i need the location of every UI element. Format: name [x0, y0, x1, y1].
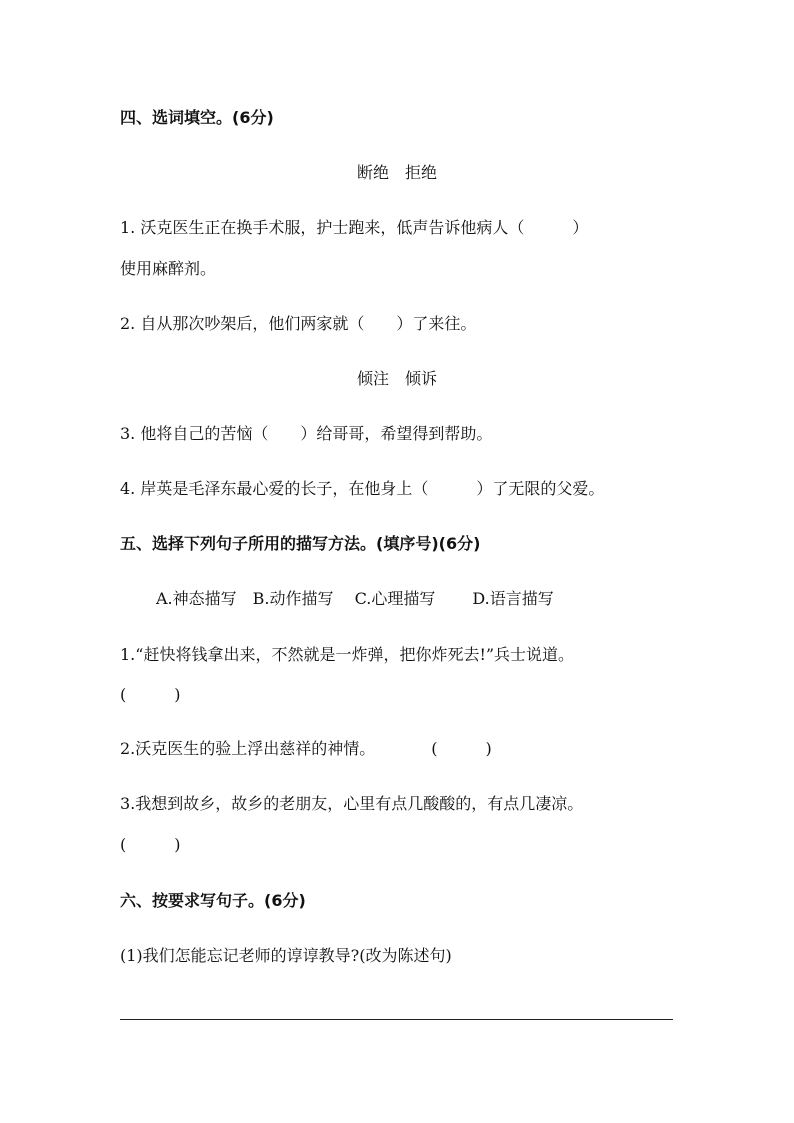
section5-question-1-line1: 1.“赶快将钱拿出来，不然就是一炸弹，把你炸死去!”兵士说道。: [120, 645, 575, 664]
section4-question-4: 4. 岸英是毛泽东最心爱的长子，在他身上（ ）了无限的父爱。: [120, 479, 605, 498]
answer-line: [120, 1019, 673, 1020]
description-method-options: A.神态描写 B.动作描写 C.心理描写 D.语言描写: [156, 589, 554, 608]
section4-question-1-line2: 使用麻醉剂。: [120, 259, 217, 278]
section5-question-1-answer: ( ): [120, 685, 181, 704]
section5-question-3-line1: 3.我想到故乡，故乡的老朋友，心里有点几酸酸的，有点几凄凉。: [120, 794, 584, 813]
section4-question-2: 2. 自从那次吵架后，他们两家就（ ）了来往。: [120, 314, 477, 333]
section4-title: 四、选词填空。(6分): [120, 108, 274, 127]
section6-title: 六、按要求写句子。(6分): [120, 891, 306, 910]
word-choice-pair-1: 断绝 拒绝: [356, 163, 437, 182]
section4-question-3: 3. 他将自己的苦恼（ ）给哥哥，希望得到帮助。: [120, 424, 493, 443]
section5-question-2: 2.沃克医生的验上浮出慈祥的神情。 ( ): [120, 739, 492, 758]
word-choice-pair-2: 倾注 倾诉: [356, 369, 437, 388]
section4-question-1-line1: 1. 沃克医生正在换手术服，护士跑来，低声告诉他病人（ ）: [120, 218, 589, 237]
section5-question-3-answer: ( ): [120, 835, 181, 854]
section6-question-1: (1)我们怎能忘记老师的谆谆教导?(改为陈述句): [120, 946, 452, 965]
section5-title: 五、选择下列句子所用的描写方法。(填序号)(6分): [120, 534, 481, 553]
